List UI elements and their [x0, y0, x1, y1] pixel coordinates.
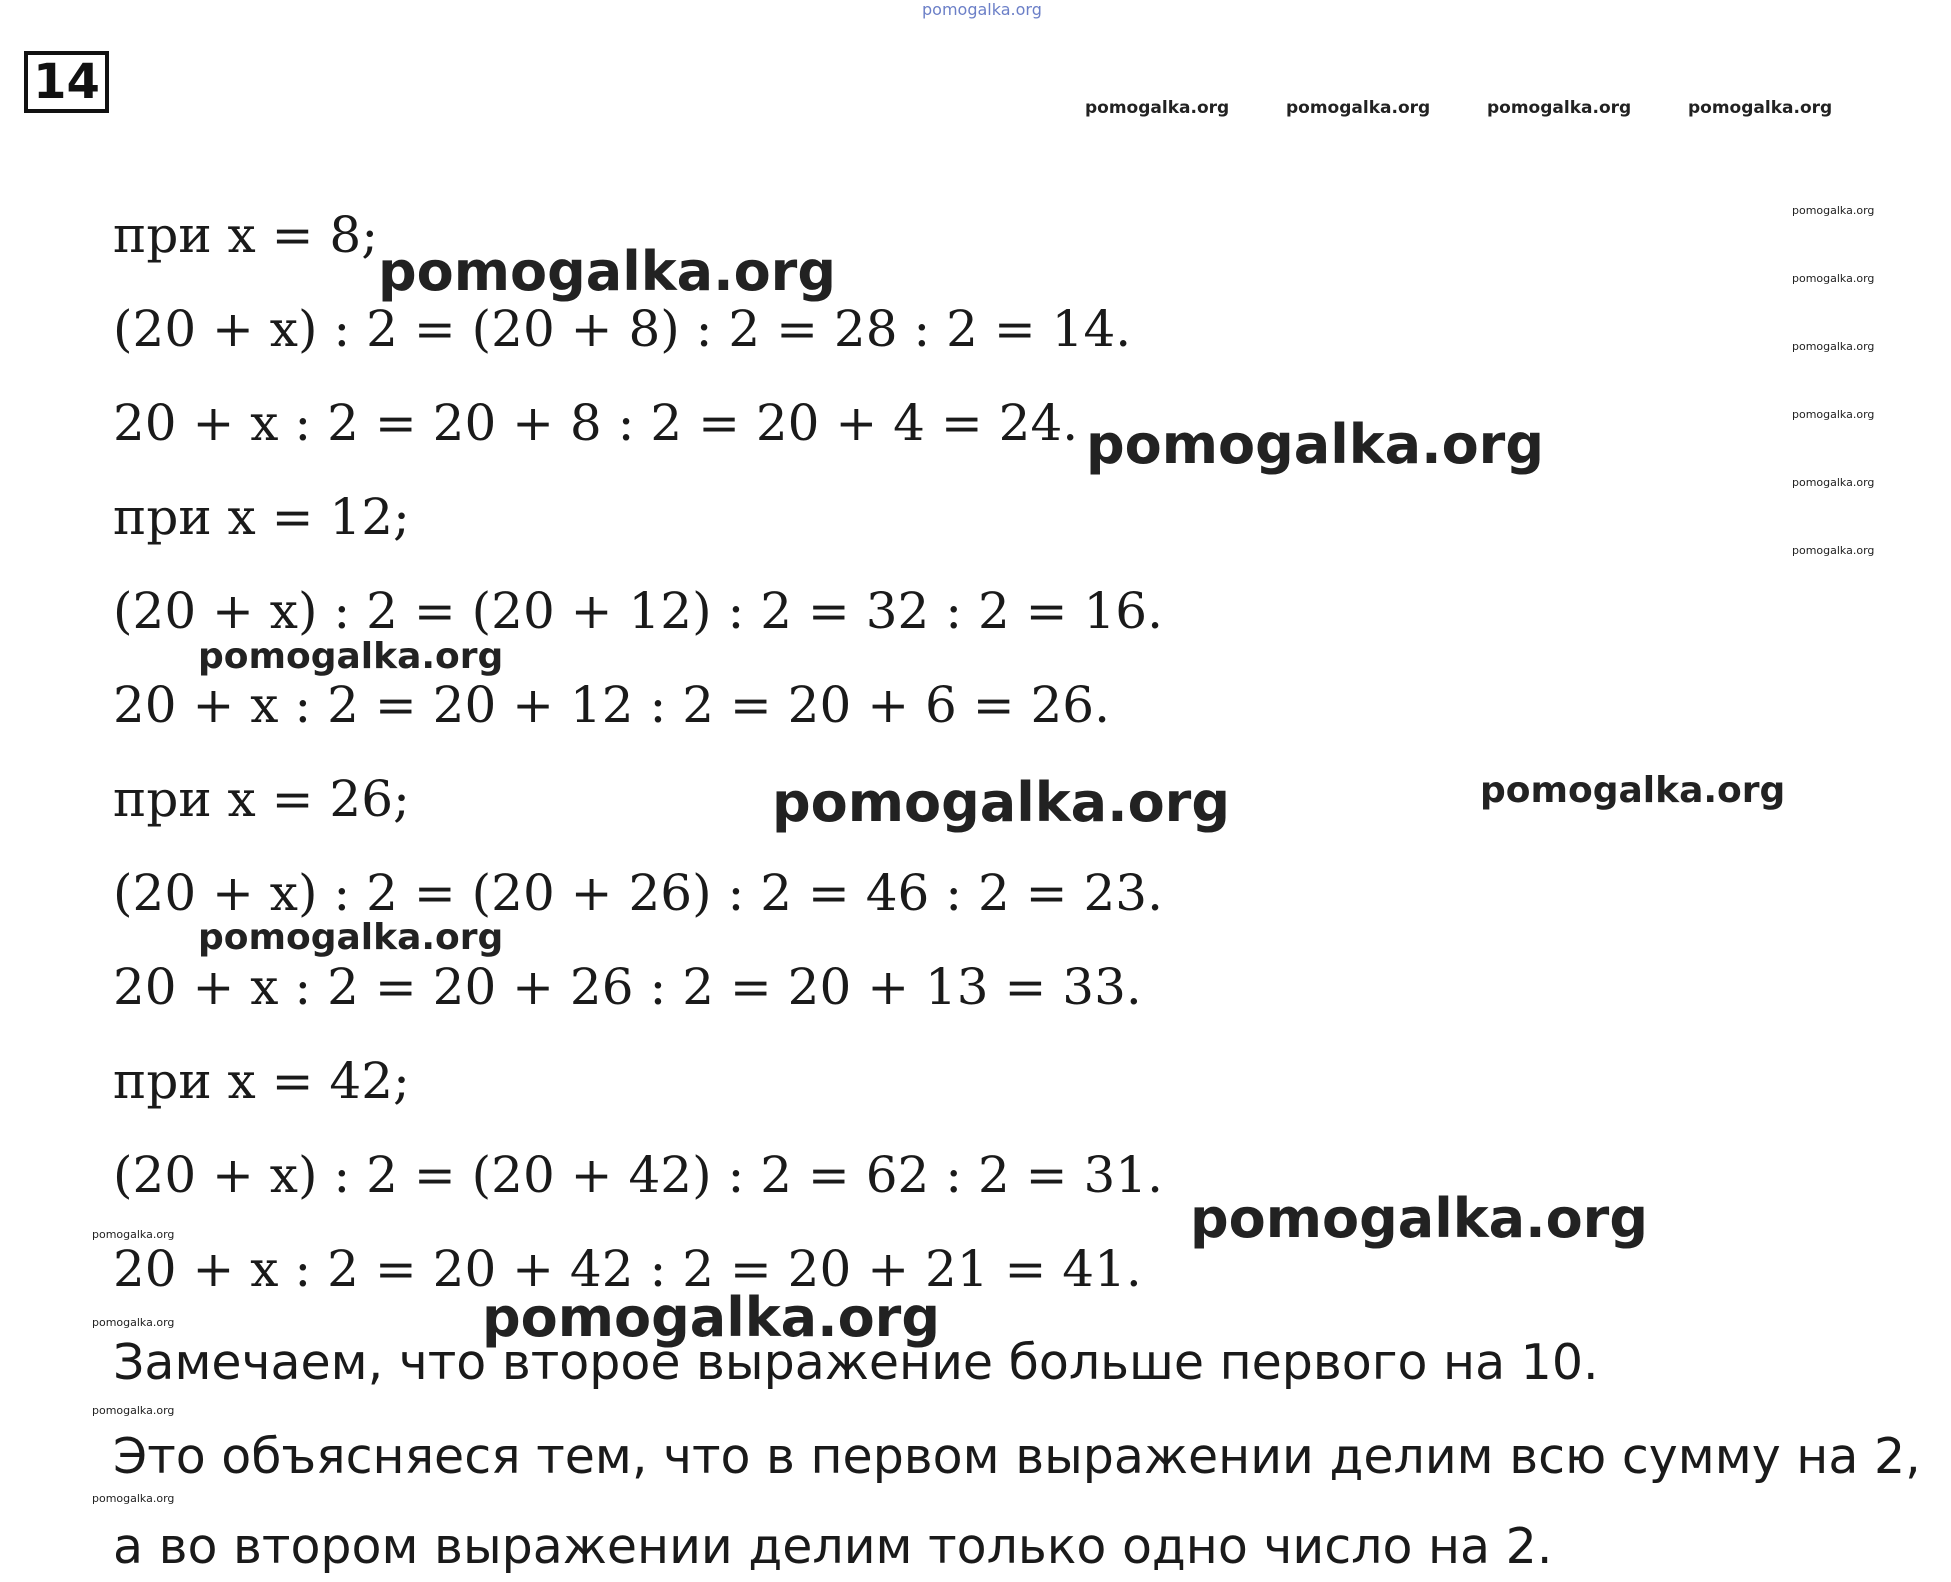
- watermark: pomogalka.org: [1190, 1187, 1648, 1250]
- watermark: pomogalka.org: [378, 240, 836, 303]
- watermark: pomogalka.org: [198, 636, 504, 677]
- watermark: pomogalka.org: [92, 1404, 175, 1417]
- solution-line-10: при x = 42;: [113, 1052, 410, 1110]
- solution-line-5: (20 + x) : 2 = (20 + 12) : 2 = 32 : 2 = 16.: [113, 582, 1163, 640]
- watermark: pomogalka.org: [1792, 408, 1875, 421]
- watermark: pomogalka.org: [1286, 98, 1431, 118]
- solution-line-4: при x = 12;: [113, 488, 410, 546]
- solution-line-12: 20 + x : 2 = 20 + 42 : 2 = 20 + 21 = 41.: [113, 1240, 1142, 1298]
- watermark: pomogalka.org: [92, 1316, 175, 1329]
- watermark: pomogalka.org: [1688, 98, 1833, 118]
- conclusion-line-3: а во втором выражении делим только одно число на 2.: [113, 1518, 1553, 1575]
- solution-line-9: 20 + x : 2 = 20 + 26 : 2 = 20 + 13 = 33.: [113, 958, 1142, 1016]
- solution-line-6: 20 + x : 2 = 20 + 12 : 2 = 20 + 6 = 26.: [113, 676, 1110, 734]
- solution-line-1: при x = 8;: [113, 206, 379, 264]
- solution-line-7: при x = 26;: [113, 770, 410, 828]
- watermark: pomogalka.org: [1792, 544, 1875, 557]
- watermark: pomogalka.org: [772, 771, 1230, 834]
- watermark: pomogalka.org: [1480, 770, 1786, 811]
- watermark: pomogalka.org: [1086, 413, 1544, 476]
- watermark: pomogalka.org: [92, 1492, 175, 1505]
- solution-line-2: (20 + x) : 2 = (20 + 8) : 2 = 28 : 2 = 14.: [113, 300, 1132, 358]
- solution-line-8: (20 + x) : 2 = (20 + 26) : 2 = 46 : 2 = 23.: [113, 864, 1163, 922]
- watermark: pomogalka.org: [1792, 340, 1875, 353]
- watermark: pomogalka.org: [482, 1286, 940, 1349]
- watermark: pomogalka.org: [922, 0, 1042, 19]
- watermark: pomogalka.org: [198, 917, 504, 958]
- problem-number: 14: [24, 51, 109, 113]
- watermark: pomogalka.org: [1487, 98, 1632, 118]
- conclusion-line-1: Замечаем, что второе выражение больше первого на 10.: [113, 1334, 1599, 1391]
- watermark: pomogalka.org: [1792, 272, 1875, 285]
- watermark: pomogalka.org: [1085, 98, 1230, 118]
- watermark: pomogalka.org: [1792, 476, 1875, 489]
- solution-line-11: (20 + x) : 2 = (20 + 42) : 2 = 62 : 2 = 31.: [113, 1146, 1163, 1204]
- watermark: pomogalka.org: [92, 1228, 175, 1241]
- solution-line-3: 20 + x : 2 = 20 + 8 : 2 = 20 + 4 = 24.: [113, 394, 1079, 452]
- watermark: pomogalka.org: [1792, 204, 1875, 217]
- conclusion-line-2: Это объясняеся тем, что в первом выражении делим всю сумму на 2,: [113, 1428, 1921, 1485]
